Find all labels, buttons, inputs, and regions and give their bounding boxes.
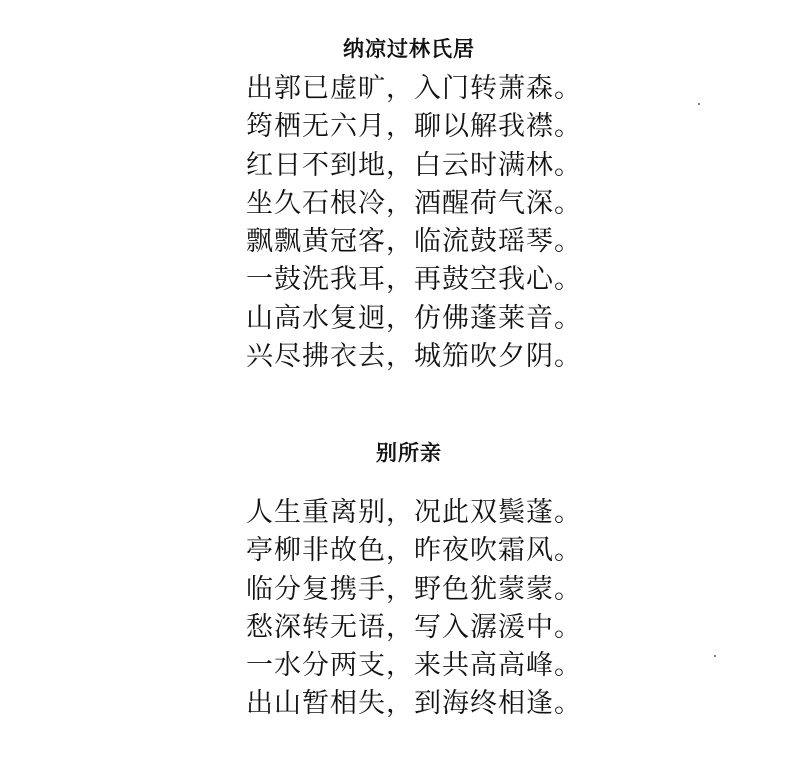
poem-title: 纳凉过林氏居: [343, 37, 475, 61]
poem-line: 山高水复迥，仿佛蓬莱音。: [246, 302, 582, 334]
poem-line: 红日不到地，白云时满林。: [246, 149, 582, 181]
poem-line: 兴尽拂衣去，城笳吹夕阴。: [246, 341, 582, 373]
scan-speck: [714, 655, 716, 657]
poem-line: 愁深转无语，写入潺湲中。: [246, 611, 582, 643]
poem-line: 人生重离别，况此双鬓蓬。: [246, 497, 582, 528]
poem-line: 飘飘黄冠客，临流鼓瑶琴。: [246, 226, 582, 258]
poem-title: 别所亲: [376, 441, 442, 465]
poem-line: 一鼓洗我耳，再鼓空我心。: [246, 264, 582, 296]
poem-line: 出郭已虚旷，入门转萧森。: [246, 73, 582, 104]
poem-line: 临分复携手，野色犹蒙蒙。: [246, 573, 582, 605]
scan-speck: [698, 103, 700, 105]
poem-lines: [0, 70, 800, 376]
poem-line: 亭柳非故色，昨夜吹霜风。: [246, 535, 582, 567]
poem-linshi: [0, 34, 800, 376]
poem-line: 坐久石根冷，酒醒荷气深。: [246, 187, 582, 219]
poem-line: 出山暂相失，到海终相逢。: [246, 688, 582, 720]
poem-line: 一水分两支，来共高高峰。: [246, 650, 582, 682]
poem-lines: [0, 494, 800, 724]
poem-biesuoqin: [0, 438, 800, 724]
poem-line: 筠栖无六月，聊以解我襟。: [246, 111, 582, 143]
